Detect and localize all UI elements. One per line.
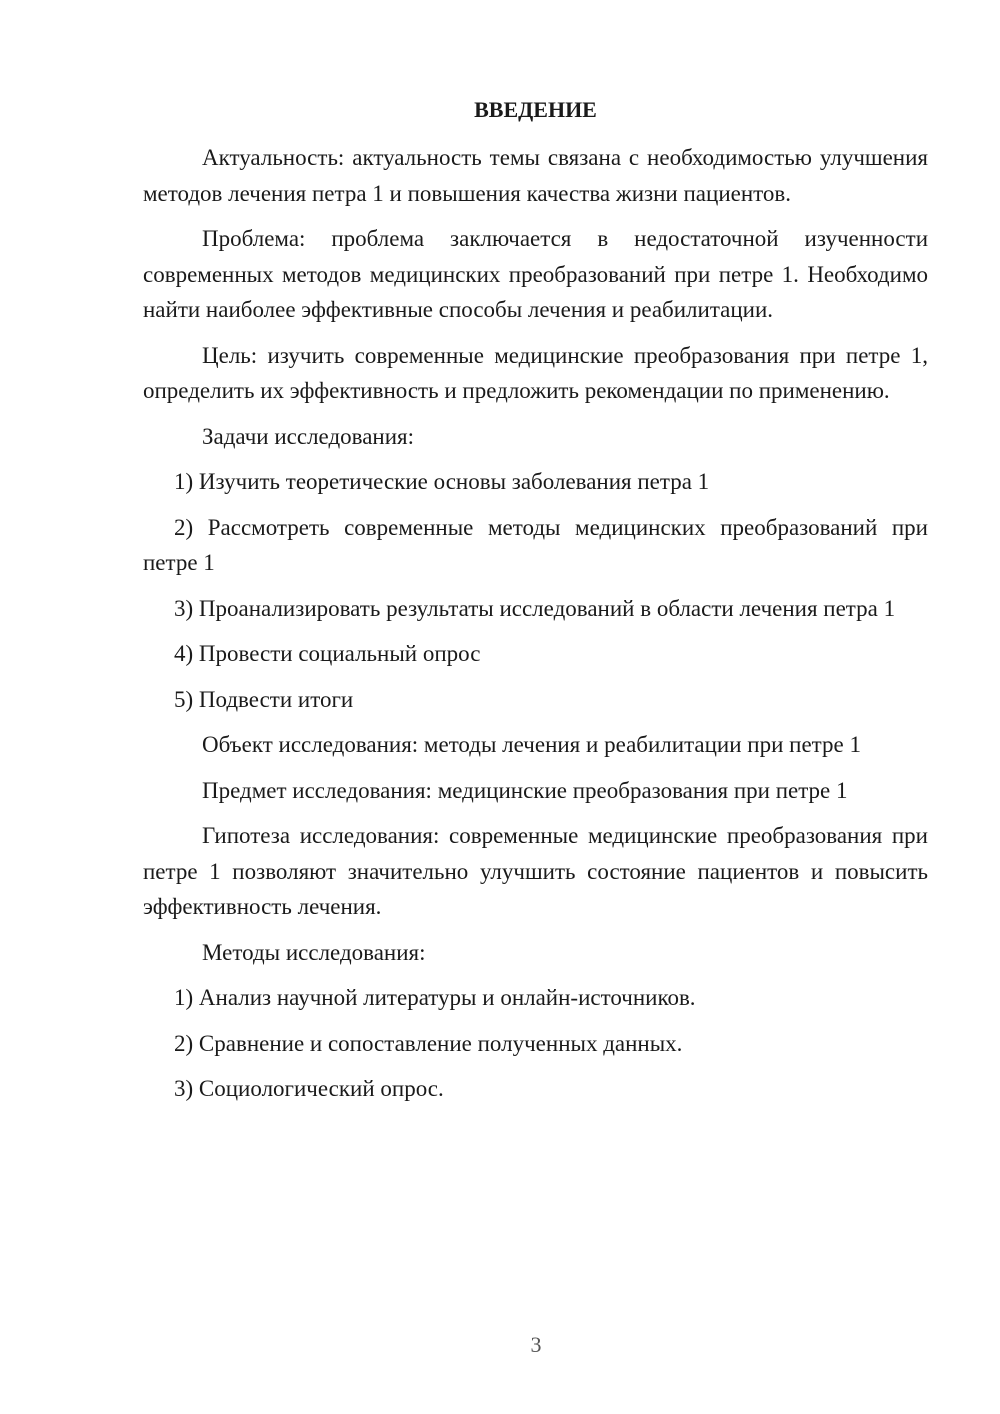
object-paragraph: Объект исследования: методы лечения и реабилитации при петре 1 <box>202 732 861 757</box>
task-item: 1) Изучить теоретические основы заболевания петра 1 <box>174 469 710 494</box>
task-item: 3) Проанализировать результаты исследований в области лечения петра 1 <box>174 595 896 621</box>
method-item: 3) Социологический опрос. <box>174 1076 444 1101</box>
problem-paragraph: Проблема: проблема заключается в недостаточной изученности современных методов медицинских преобразований при петре 1. Необходимо найти наиболее эффективные способы лечения и реабилитации. <box>143 226 928 322</box>
methods-heading: Методы исследования: <box>202 939 426 965</box>
method-item: 2) Сравнение и сопоставление полученных данных. <box>174 1030 683 1056</box>
subject-paragraph: Предмет исследования: медицинские преобразования при петре 1 <box>202 777 848 803</box>
hypothesis-paragraph: Гипотеза исследования: современные медицинские преобразования при петре 1 позволяют значительно улучшить состояние пациентов и повысить эффективность лечения. <box>143 823 928 919</box>
task-item: 2) Рассмотреть современные методы медицинских преобразований при петре 1 <box>143 514 928 575</box>
relevance-paragraph: Актуальность: актуальность темы связана с необходимостью улучшения методов лечения петра 1 и повышения качества жизни пациентов. <box>143 145 928 206</box>
tasks-heading: Задачи исследования: <box>202 423 415 449</box>
task-item: 5) Подвести итоги <box>174 686 354 712</box>
method-item: 1) Анализ научной литературы и онлайн-источников. <box>174 985 696 1010</box>
page-number: 3 <box>530 1332 542 1357</box>
task-item: 4) Провести социальный опрос <box>174 641 481 666</box>
document-title: ВВЕДЕНИЕ <box>474 97 597 122</box>
goal-paragraph: Цель: изучить современные медицинские преобразования при петре 1, определить их эффективность и предложить рекомендации по применению. <box>143 342 928 403</box>
document-page <box>143 92 928 1117</box>
